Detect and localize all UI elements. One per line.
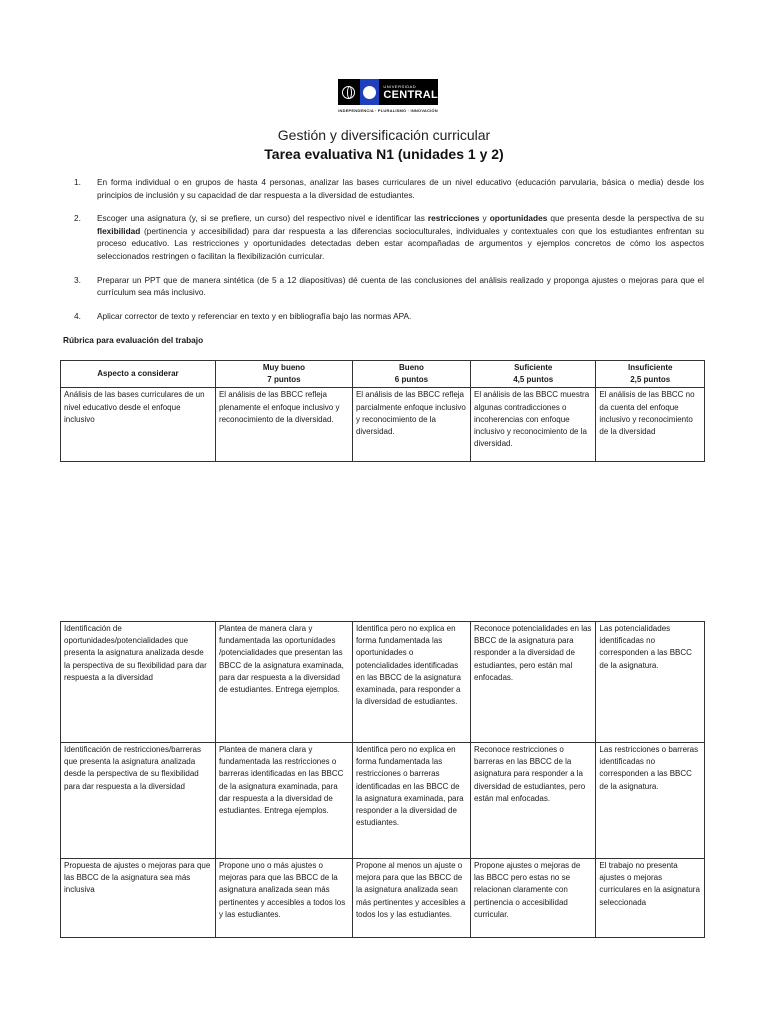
instruction-item: [74, 176, 704, 201]
instruction-number: 3.: [74, 274, 81, 285]
instruction-item: [74, 310, 704, 323]
document-subtitle: Tarea evaluativa N1 (unidades 1 y 2): [264, 146, 504, 162]
table-cell: El análisis de las BBCC no da cuenta del enfoque inclusivo y reconocimiento de la diversidad: [596, 388, 705, 462]
instruction-item: [74, 212, 704, 262]
instruction-item: [74, 274, 704, 299]
table-cell: Propone ajustes o mejoras de las BBCC pero estas no se relacionan claramente con pertinencia o accesibilidad curricular.: [471, 859, 596, 938]
logo-brand-small: UNIVERSIDAD: [383, 83, 417, 89]
rubric-table: [60, 360, 705, 462]
table-cell: Reconoce potencialidades en las BBCC de la asignatura para responder a la diversidad de estudiantes, pero están mal enfocadas.: [471, 622, 596, 743]
document-title: Gestión y diversificación curricular: [277, 127, 491, 143]
table-cell: Propuesta de ajustes o mejoras para que las BBCC de la asignatura sea más inclusiva: [61, 859, 216, 938]
instruction-number: 2.: [74, 213, 81, 224]
table-cell: Las restricciones o barreras identificadas no corresponden a las BBCC de la asignatura.: [596, 743, 705, 859]
table-row: [61, 388, 705, 462]
table-cell: Propone uno o más ajustes o mejoras para que las BBCC de la asignatura analizada sean más pertinentes y accesibles a todos los y las estudiantes.: [215, 859, 352, 938]
globe-icon: [338, 79, 360, 105]
table-cell: Análisis de las bases curriculares de un nivel educativo desde el enfoque inclusivo: [61, 388, 216, 462]
table-cell: Identifica pero no explica en forma fundamentada las restricciones o barreras identificadas en las BBCC de la asignatura examinada, para responder a la diversidad de estudiantes.: [352, 743, 470, 859]
logo-brand-big: CENTRAL: [383, 88, 438, 101]
table-cell: El análisis de las BBCC refleja plenamente el enfoque inclusivo y reconocimiento de la diversidad.: [215, 388, 352, 462]
column-header: Insuficiente 2,5 puntos: [596, 361, 705, 388]
table-cell: Identificación de restricciones/barreras que presenta la asignatura analizada desde la perspectiva de su flexibilidad para dar respuesta a la diversidad: [61, 743, 216, 859]
rubric-table-continued: [60, 621, 705, 938]
table-cell: El análisis de las BBCC muestra algunas contradicciones o incoherencias con enfoque inclusivo y reconocimiento de la diversidad.: [471, 388, 596, 462]
instruction-text: Aplicar corrector de texto y referenciar en texto y en bibliografía bajo las normas APA.: [97, 310, 412, 321]
instruction-text: Preparar un PPT que de manera sintética (de 5 a 12 diapositivas) dé cuenta de las conclusiones del análisis realizado y proponga ajustes o mejoras para que el currículum sea más inclusivo.: [97, 274, 704, 298]
table-cell: Reconoce restricciones o barreras en las BBCC de la asignatura para responder a la diversidad de estudiantes, pero están mal enfocadas.: [471, 743, 596, 859]
university-logo: [338, 79, 438, 116]
instruction-text: Escoger una asignatura (y, si se prefiere, un curso) del respectivo nivel e identificar las restricciones y oportunidades que presenta desde la perspectiva de su flexibilidad (pertinencia y accesibilidad) para dar respuesta a las diferencias socioculturales, individuales y contextuales con que los estudiantes enfrentan su proceso educativo. Las restricciones y oportunidades detectadas deben estar acompañadas de argumentos y ejemplos concretos de cómo los aspectos seleccionados restringen o facilitan la flexibilización curricular.: [97, 213, 704, 261]
circle-icon: [360, 79, 380, 105]
table-row: [61, 859, 705, 938]
column-header: Aspecto a considerar: [61, 361, 216, 388]
instruction-number: 4.: [74, 310, 81, 321]
table-header-row: [61, 361, 705, 388]
table-row: [61, 743, 705, 859]
table-cell: Plantea de manera clara y fundamentada las restricciones o barreras identificadas en las BBCC de la asignatura examinada, para dar respuesta a la diversidad de estudiantes. Entrega ejemplos.: [215, 743, 352, 859]
table-cell: Las potencialidades identificadas no corresponden a las BBCC de la asignatura.: [596, 622, 705, 743]
table-cell: Propone al menos un ajuste o mejora para que las BBCC de la asignatura analizada sean más pertinentes y accesibles a todos los y las estudiantes.: [352, 859, 470, 938]
column-header: Muy bueno 7 puntos: [215, 361, 352, 388]
table-cell: Plantea de manera clara y fundamentada las oportunidades /potencialidades que presentan las BBCC de la asignatura examinada, para dar respuesta a la diversidad de estudiantes. Entrega ejemplos.: [215, 622, 352, 743]
table-row: [61, 622, 705, 743]
column-header: Suficiente 4,5 puntos: [471, 361, 596, 388]
instruction-number: 1.: [74, 177, 81, 187]
table-cell: Identifica pero no explica en forma fundamentada las oportunidades o potencialidades identificadas en las BBCC de la asignatura examinada, para responder a la diversidad de estudiantes.: [352, 622, 470, 743]
table-cell: El análisis de las BBCC refleja parcialmente enfoque inclusivo y reconocimiento de la diversidad.: [352, 388, 470, 462]
column-header: Bueno 6 puntos: [352, 361, 470, 388]
logo-tagline: INDEPENDENCIA · PLURALISMO · INNOVACIÓN: [338, 108, 438, 113]
table-cell: Identificación de oportunidades/potencialidades que presenta la asignatura analizada desde la perspectiva de su flexibilidad para dar respuesta a la diversidad: [61, 622, 216, 743]
instructions-list: [74, 176, 704, 333]
instruction-text: En forma individual o en grupos de hasta 4 personas, analizar las bases curriculares de un nivel educativo (educación parvularia, básica o media) desde los principios de inclusión y su capacidad de dar respuesta a la diversidad de estudiantes.: [97, 177, 704, 200]
rubric-label: Rúbrica para evaluación del trabajo: [63, 335, 204, 345]
table-cell: El trabajo no presenta ajustes o mejoras curriculares en la asignatura seleccionada: [596, 859, 705, 938]
